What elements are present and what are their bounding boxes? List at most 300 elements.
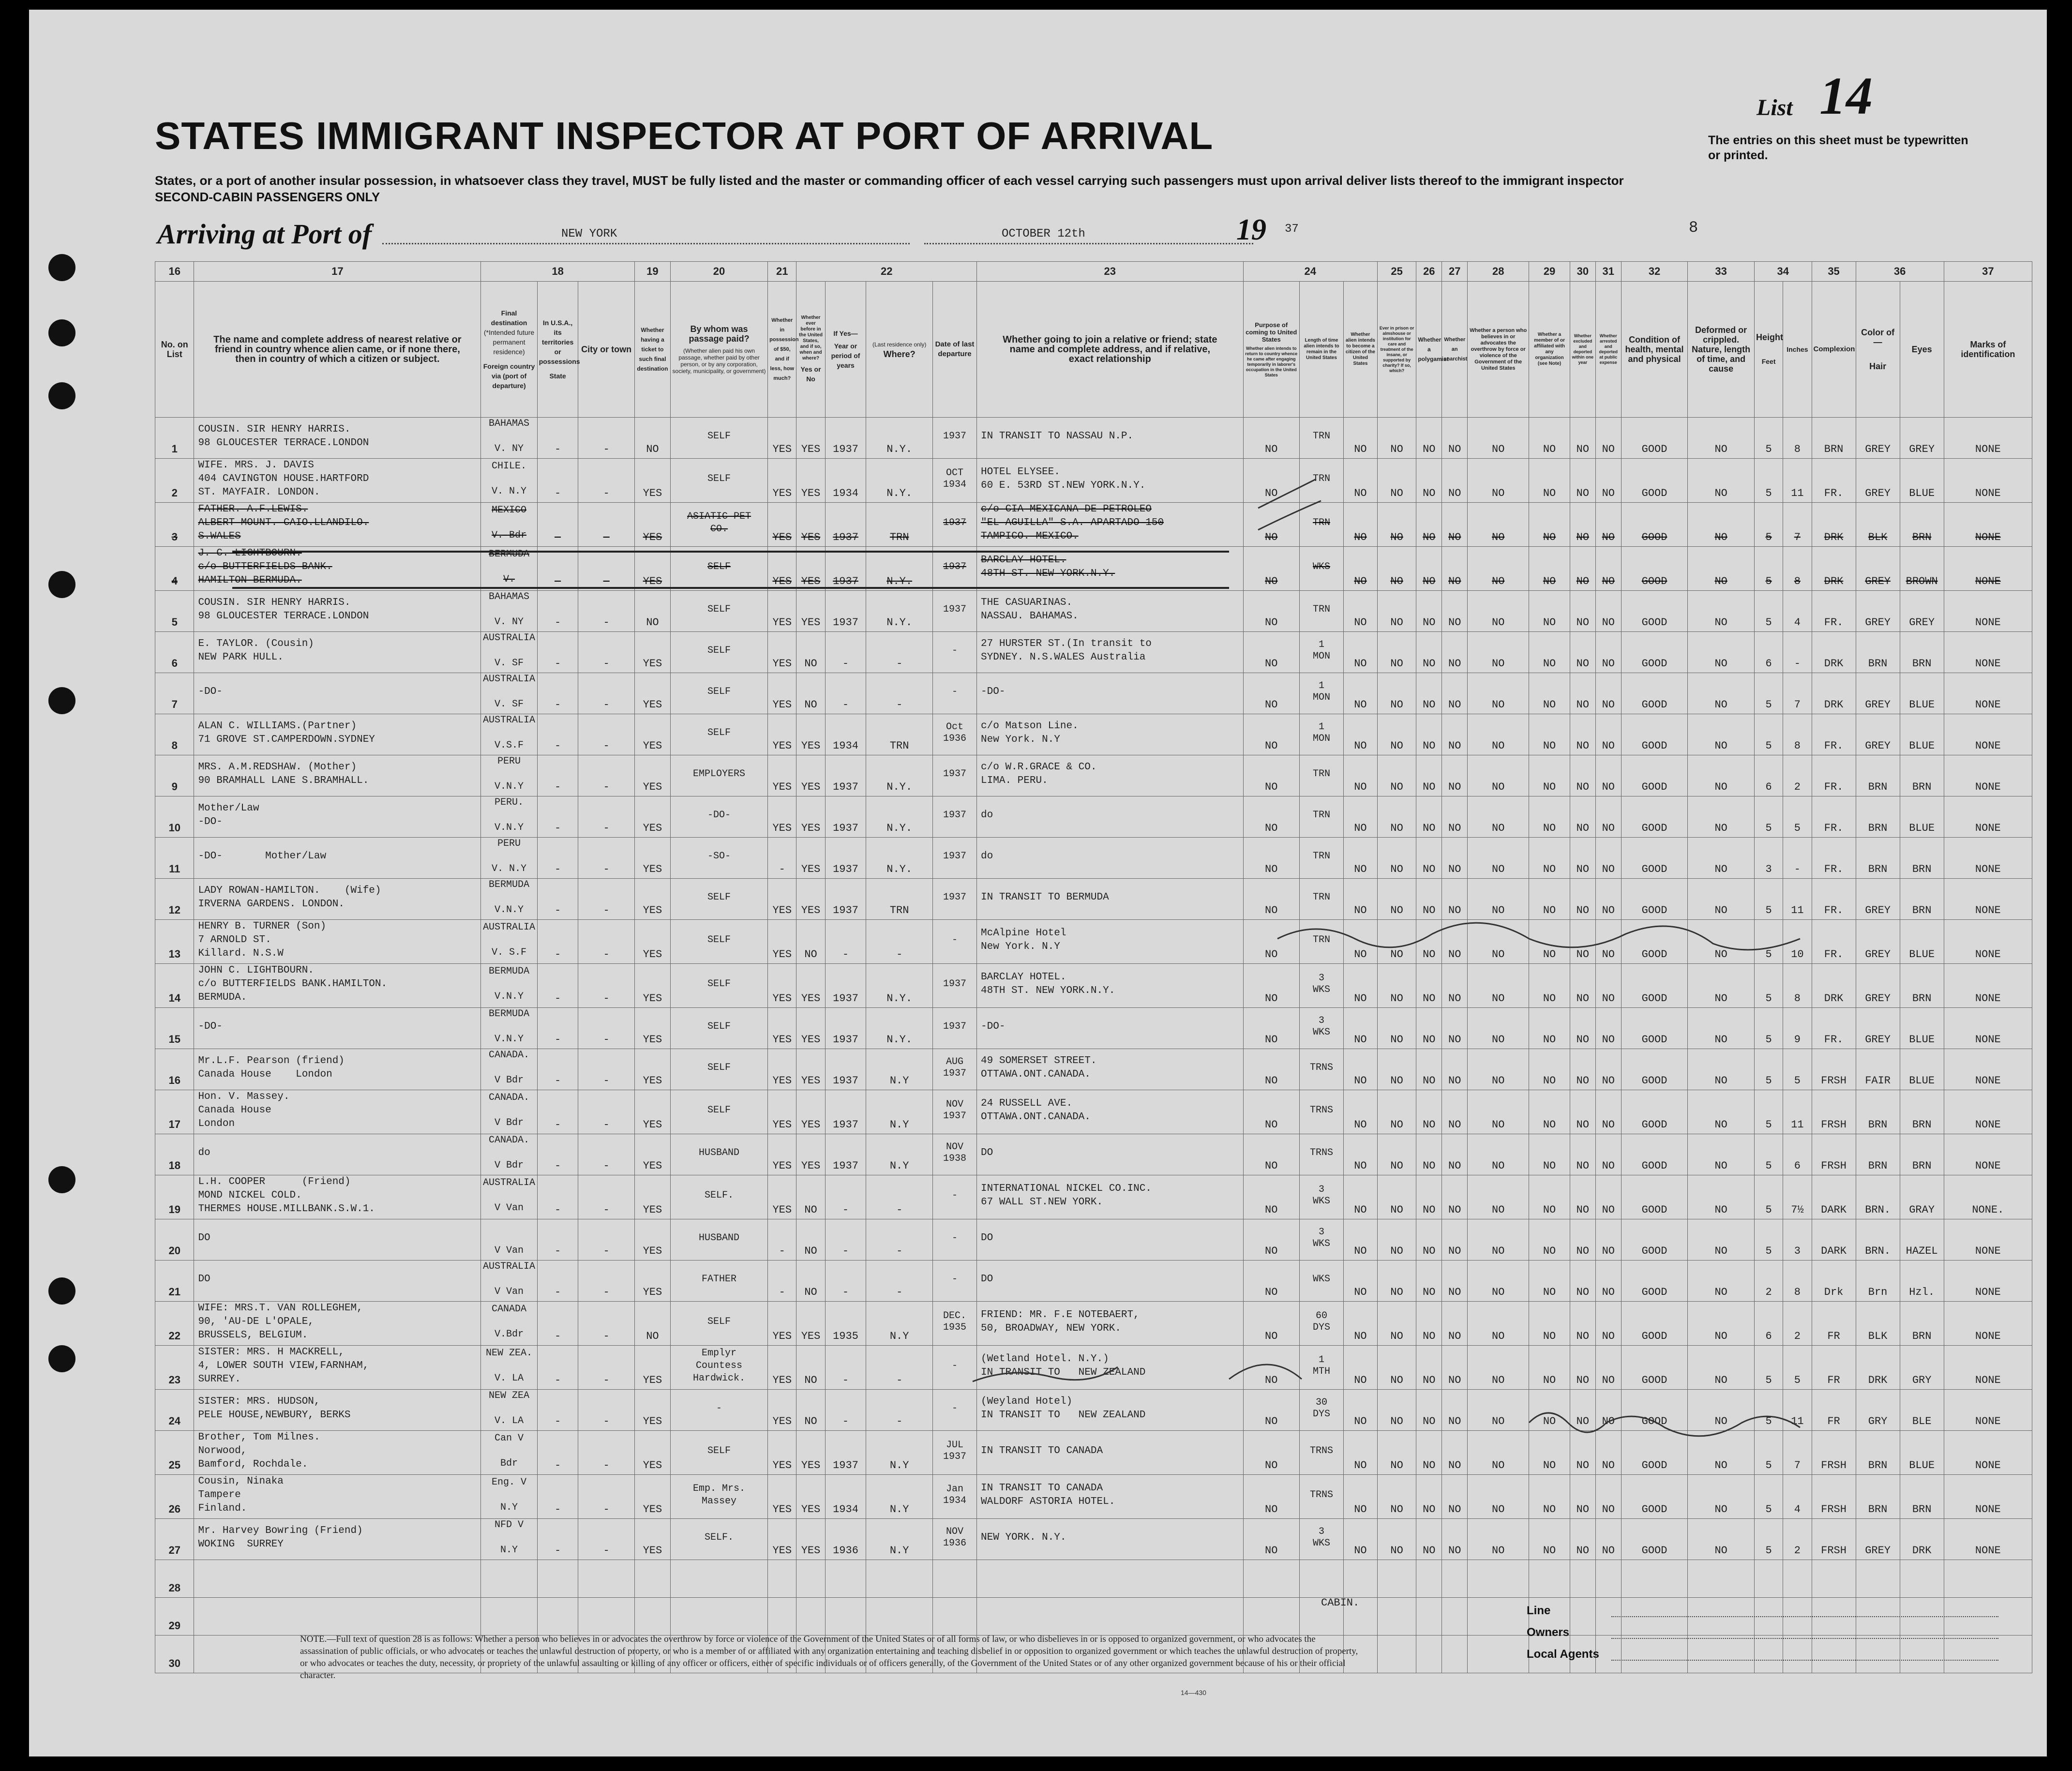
cell-state: - (537, 920, 578, 964)
cell-ticket: NO (634, 1302, 670, 1346)
cell-prison: NO (1377, 1090, 1416, 1134)
cell-departure: 1937 (932, 755, 976, 796)
cell-year: - (825, 1219, 866, 1261)
cell-purpose-citizen: NO (1344, 632, 1378, 673)
cell-money: YES (768, 920, 796, 964)
cell-where: N.Y. (866, 459, 933, 503)
cell-anarchist: NO (1442, 1302, 1468, 1346)
cell-marks: NONE (1944, 503, 2032, 547)
cell-hair: BRN (1856, 1431, 1900, 1475)
cell-polygamist: NO (1416, 714, 1442, 755)
cell-anarchist (1442, 1560, 1468, 1598)
cell-year: 1937 (825, 1049, 866, 1090)
cell-health: GOOD (1621, 591, 1688, 632)
cell-hair: FAIR (1856, 1049, 1900, 1090)
cell-eyes: GREY (1900, 591, 1944, 632)
cell-relative: COUSIN. SIR HENRY HARRIS. 98 GLOUCESTER TERRACE.LONDON (194, 591, 481, 632)
cell-joining: IN TRANSIT TO CANADA (977, 1431, 1243, 1475)
cell-anarchist: NO (1442, 1219, 1468, 1261)
cell-anarchist: NO (1442, 1175, 1468, 1219)
cell-hair: BRN (1856, 796, 1900, 838)
cell-purpose-length: TRN (1299, 838, 1343, 879)
cell-organization: NO (1529, 1090, 1570, 1134)
cell-joining: (Wetland Hotel. N.Y.) IN TRANSIT TO NEW ZEALAND (977, 1346, 1243, 1390)
cell-overthrow: NO (1468, 459, 1529, 503)
cell-organization (1529, 1560, 1570, 1598)
cell-marks: NONE (1944, 1390, 2032, 1431)
cell-polygamist: NO (1416, 1008, 1442, 1049)
date-value: OCTOBER 12th (1002, 227, 1085, 240)
cell-hair: GREY (1856, 459, 1900, 503)
cell-state: - (537, 1346, 578, 1390)
page-title: STATES IMMIGRANT INSPECTOR AT PORT OF ARRIVAL (155, 114, 1214, 157)
cell-money (768, 1560, 796, 1598)
cell-excluded: NO (1570, 1475, 1595, 1519)
cell-ticket: YES (634, 755, 670, 796)
table-row (155, 755, 2032, 796)
sheet-mark: 8 (1689, 219, 1698, 237)
cell-relative: MRS. A.M.REDSHAW. (Mother) 90 BRAMHALL LANE S.BRAMHALL. (194, 755, 481, 796)
colnum: 34 (1754, 262, 1812, 282)
cell-excluded: NO (1570, 632, 1595, 673)
table-row (155, 503, 2032, 547)
cell-purpose-return: NO (1243, 1219, 1299, 1261)
cell-purpose-return (1243, 1560, 1299, 1598)
cell-overthrow: NO (1468, 879, 1529, 920)
cell-purpose-citizen: NO (1344, 879, 1378, 920)
cell-complexion: FR. (1812, 459, 1856, 503)
cell-organization: NO (1529, 755, 1570, 796)
cell-eyes: BLUE (1900, 673, 1944, 714)
cell-health: GOOD (1621, 838, 1688, 879)
header-year-period-label: Year or period of years (831, 342, 860, 369)
header-hair (1856, 282, 1900, 418)
cell-arrested: NO (1595, 632, 1621, 673)
cell-relative: DO (194, 1219, 481, 1261)
cell-prison: NO (1377, 1431, 1416, 1475)
cell-foreign-country: Can V Bdr (481, 1431, 537, 1475)
cell-purpose-citizen: NO (1344, 838, 1378, 879)
cell-no: 2 (155, 459, 194, 503)
cell-passage-paid: SELF. (670, 1519, 767, 1560)
cell-purpose-length: WKS (1299, 547, 1343, 591)
cell-ticket: YES (634, 1134, 670, 1175)
cell-organization: NO (1529, 1175, 1570, 1219)
cell-excluded: NO (1570, 755, 1595, 796)
date-line (924, 243, 1253, 244)
cell-ticket: YES (634, 503, 670, 547)
cell-organization: NO (1529, 1049, 1570, 1090)
header-color-of: Color of— (1861, 328, 1895, 347)
cell-purpose-return: NO (1243, 632, 1299, 673)
cell-no: 13 (155, 920, 194, 964)
cell-feet: 5 (1754, 1475, 1783, 1519)
cell-inches: 3 (1783, 1219, 1812, 1261)
cell-before-yn: NO (796, 1346, 825, 1390)
cell-inches: 2 (1783, 1519, 1812, 1560)
cell-hair: BRN (1856, 1090, 1900, 1134)
cell-eyes: BLUE (1900, 920, 1944, 964)
cell-where: N.Y (866, 1134, 933, 1175)
cell-ticket: NO (634, 591, 670, 632)
header-ever-before-note: (Last residence only) (872, 341, 927, 348)
cell-purpose-return: NO (1243, 1261, 1299, 1302)
cell-organization: NO (1529, 632, 1570, 673)
cell-inches: 7 (1783, 673, 1812, 714)
header-date-departure: Date of last departure (932, 282, 976, 418)
cell-no: 11 (155, 838, 194, 879)
cell-complexion: DARK (1812, 1175, 1856, 1219)
cell-where: N.Y (866, 1302, 933, 1346)
cell-purpose-return: NO (1243, 879, 1299, 920)
cell-relative: ALAN C. WILLIAMS.(Partner) 71 GROVE ST.CAMPERDOWN.SYDNEY (194, 714, 481, 755)
cell-city: - (578, 1475, 634, 1519)
cell-excluded: NO (1570, 1431, 1595, 1475)
cell-marks: NONE (1944, 1049, 2032, 1090)
cell-state (537, 1560, 578, 1598)
header-hair-label: Hair (1869, 361, 1887, 371)
cell-health: GOOD (1621, 418, 1688, 459)
cell-relative: do (194, 1134, 481, 1175)
cell-excluded: NO (1570, 964, 1595, 1008)
cell-purpose-return (1243, 1598, 1299, 1636)
cell-foreign-country: BAHAMAS V. NY (481, 418, 537, 459)
cell-city: - (578, 418, 634, 459)
punch-hole (48, 1166, 75, 1193)
cell-relative: COUSIN. SIR HENRY HARRIS. 98 GLOUCESTER TERRACE.LONDON (194, 418, 481, 459)
cell-departure: DEC. 1935 (932, 1302, 976, 1346)
cell-money: YES (768, 673, 796, 714)
cell-anarchist (1442, 1598, 1468, 1636)
cell-polygamist: NO (1416, 1134, 1442, 1175)
cell-feet (1754, 1560, 1783, 1598)
cell-health: GOOD (1621, 1431, 1688, 1475)
cell-relative: FATHER. A.F.LEWIS. ALBERT MOUNT. CAIO.LLANDILO. S.WALES (194, 503, 481, 547)
table-row (155, 1049, 2032, 1090)
cell-arrested: NO (1595, 838, 1621, 879)
cell-prison: NO (1377, 1049, 1416, 1090)
cell-marks (1944, 1560, 2032, 1598)
cell-overthrow: NO (1468, 1431, 1529, 1475)
cell-purpose-citizen: NO (1344, 1475, 1378, 1519)
colnum: 29 (1529, 262, 1570, 282)
cell-departure: Jan 1934 (932, 1475, 976, 1519)
cell-overthrow: NO (1468, 1390, 1529, 1431)
cell-deformed: NO (1688, 591, 1755, 632)
cell-arrested: NO (1595, 459, 1621, 503)
cell-hair: BRN (1856, 1475, 1900, 1519)
table-row (155, 1134, 2032, 1175)
cell-foreign-country: PERU V.N.Y (481, 755, 537, 796)
cell-where (866, 1560, 933, 1598)
cell-feet: 5 (1754, 1008, 1783, 1049)
colnum: 37 (1944, 262, 2032, 282)
cell-inches: 11 (1783, 1090, 1812, 1134)
cell-health: GOOD (1621, 1302, 1688, 1346)
table-row (155, 1560, 2032, 1598)
cell-feet: 5 (1754, 547, 1783, 591)
cell-city: - (578, 1090, 634, 1134)
cell-state: - (537, 1175, 578, 1219)
cell-purpose-return: NO (1243, 1431, 1299, 1475)
cell-before-yn: YES (796, 503, 825, 547)
cell-arrested: NO (1595, 1302, 1621, 1346)
colnum: 18 (481, 262, 635, 282)
cell-anarchist: NO (1442, 1008, 1468, 1049)
header-anarchist: Whether an anarchist (1442, 282, 1468, 418)
cell-city: - (578, 1134, 634, 1175)
cell-arrested: NO (1595, 755, 1621, 796)
cell-arrested: NO (1595, 1346, 1621, 1390)
cell-relative: HENRY B. TURNER (Son) 7 ARNOLD ST. Killard. N.S.W (194, 920, 481, 964)
cell-polygamist: NO (1416, 547, 1442, 591)
cell-year: - (825, 1175, 866, 1219)
cell-complexion: DRK (1812, 547, 1856, 591)
cell-organization: NO (1529, 1302, 1570, 1346)
table-row (155, 632, 2032, 673)
cell-polygamist: NO (1416, 459, 1442, 503)
cell-arrested: NO (1595, 714, 1621, 755)
cell-prison: NO (1377, 1390, 1416, 1431)
cell-deformed (1688, 1636, 1755, 1673)
header-feet-label: Feet (1761, 358, 1776, 365)
cell-state: - (537, 1219, 578, 1261)
cell-relative: SISTER: MRS. HUDSON, PELE HOUSE,NEWBURY, BERKS (194, 1390, 481, 1431)
cell-inches: 11 (1783, 1390, 1812, 1431)
cell-excluded: NO (1570, 838, 1595, 879)
cell-departure: NOV 1938 (932, 1134, 976, 1175)
cell-feet: 5 (1754, 1175, 1783, 1219)
colnum: 36 (1856, 262, 1944, 282)
cell-eyes: BRN (1900, 1475, 1944, 1519)
cell-anarchist: NO (1442, 964, 1468, 1008)
cell-feet: 5 (1754, 459, 1783, 503)
cell-foreign-country: NFD V N.Y (481, 1519, 537, 1560)
cell-relative: E. TAYLOR. (Cousin) NEW PARK HULL. (194, 632, 481, 673)
cell-joining: NEW YORK. N.Y. (977, 1519, 1243, 1560)
header-joining-relative: Whether going to join a relative or friend; state name and complete address, and if relative, exact relationship (977, 282, 1243, 418)
cell-anarchist: NO (1442, 714, 1468, 755)
cell-money: - (768, 1219, 796, 1261)
header-foreign-country-label: Foreign country via (port of departure) (483, 362, 535, 390)
cell-deformed: NO (1688, 1008, 1755, 1049)
cell-eyes: BLUE (1900, 796, 1944, 838)
cell-prison (1377, 1636, 1416, 1673)
colnum: 24 (1243, 262, 1377, 282)
cell-state: - (537, 796, 578, 838)
cell-marks: NONE (1944, 1346, 2032, 1390)
cell-where: N.Y. (866, 591, 933, 632)
cell-joining: BARCLAY HOTEL. 48TH ST. NEW YORK.N.Y. (977, 547, 1243, 591)
cell-arrested: NO (1595, 673, 1621, 714)
cell-departure: NOV 1937 (932, 1090, 976, 1134)
cell-organization: NO (1529, 1431, 1570, 1475)
cell-prison: NO (1377, 1475, 1416, 1519)
cell-feet: 5 (1754, 673, 1783, 714)
cell-state: - (537, 418, 578, 459)
cell-feet: 5 (1754, 591, 1783, 632)
cell-money: YES (768, 1346, 796, 1390)
cell-ticket: YES (634, 459, 670, 503)
cell-year: 1937 (825, 1134, 866, 1175)
cell-eyes: BLE (1900, 1390, 1944, 1431)
cell-deformed: NO (1688, 1302, 1755, 1346)
table-row (155, 1090, 2032, 1134)
cell-before-yn: NO (796, 1219, 825, 1261)
cell-departure (932, 1560, 976, 1598)
cell-where: TRN (866, 503, 933, 547)
cell-foreign-country: PERU V. N.Y (481, 838, 537, 879)
cell-state: - (537, 964, 578, 1008)
cell-no: 7 (155, 673, 194, 714)
cell-eyes: BRN (1900, 755, 1944, 796)
cell-complexion: FR. (1812, 920, 1856, 964)
cell-no: 16 (155, 1049, 194, 1090)
cell-ticket: YES (634, 920, 670, 964)
cell-money: YES (768, 755, 796, 796)
cell-money: YES (768, 591, 796, 632)
cell-arrested: NO (1595, 1175, 1621, 1219)
cell-marks: NONE (1944, 1008, 2032, 1049)
cell-hair: BRN (1856, 632, 1900, 673)
cell-where: - (866, 1346, 933, 1390)
owners-label: Owners (1527, 1626, 1570, 1639)
cell-feet: 6 (1754, 755, 1783, 796)
header-state-label: State (549, 372, 566, 380)
cell-eyes: GRY (1900, 1346, 1944, 1390)
cell-foreign-country: Eng. V N.Y (481, 1475, 537, 1519)
cell-before-yn: YES (796, 964, 825, 1008)
cell-deformed: NO (1688, 503, 1755, 547)
cabin-label: CABIN. (1321, 1597, 1360, 1609)
cell-before-yn: YES (796, 1008, 825, 1049)
cell-arrested: NO (1595, 591, 1621, 632)
cell-marks: NONE (1944, 1261, 2032, 1302)
punch-hole (48, 1277, 75, 1305)
cell-organization: NO (1529, 879, 1570, 920)
cell-prison: NO (1377, 1261, 1416, 1302)
cell-ticket: YES (634, 1219, 670, 1261)
cell-before-yn: YES (796, 714, 825, 755)
cell-excluded: NO (1570, 503, 1595, 547)
cell-purpose-citizen: NO (1344, 1431, 1378, 1475)
header-possession-50: Whether in possession of $50, and if less, how much? (768, 282, 796, 418)
cell-foreign-country: BAHAMAS V. NY (481, 591, 537, 632)
footer-note: NOTE.—Full text of question 28 is as follows: Whether a person who believes in or advocates the overthrow by force or violence of the Government of the United States or of all forms of law, or who disbelieves in or is opposed to organized government, or who advocates the assassination of public officials, or who advocates or teaches the unlawful destruction of property, or who is a member of or affiliated with any organization entertaining and teaching disbelief in or opposition to organized government or which teaches the unlawful destruction of property, or who advocates or teaches the duty, necessity, or propriety of the unlawful assaulting or killing of any officer or officers, either of specific individuals or of officers generally, of the Government of the United States or of any other organized government because of his or their official character. (300, 1634, 1358, 1681)
cell-purpose-length: 1 MON (1299, 673, 1343, 714)
cell-no: 29 (155, 1598, 194, 1636)
cell-state: - (537, 503, 578, 547)
cell-year: 1937 (825, 879, 866, 920)
cell-passage-paid: SELF (670, 459, 767, 503)
cell-passage-paid: -SO- (670, 838, 767, 879)
cell-foreign-country: BERMUDA V.N.Y (481, 879, 537, 920)
cell-prison: NO (1377, 879, 1416, 920)
cell-ticket: YES (634, 838, 670, 879)
cell-year: - (825, 632, 866, 673)
cell-prison: NO (1377, 1302, 1416, 1346)
cell-purpose-citizen: NO (1344, 920, 1378, 964)
cell-no: 17 (155, 1090, 194, 1134)
cell-year: 1937 (825, 755, 866, 796)
cell-deformed: NO (1688, 1346, 1755, 1390)
cell-polygamist: NO (1416, 796, 1442, 838)
cell-polygamist: NO (1416, 1519, 1442, 1560)
cell-state: - (537, 1519, 578, 1560)
cell-anarchist: NO (1442, 1519, 1468, 1560)
cell-relative: WIFE. MRS. J. DAVIS 404 CAVINGTON HOUSE.HARTFORD ST. MAYFAIR. LONDON. (194, 459, 481, 503)
cell-passage-paid: Emp. Mrs. Massey (670, 1475, 767, 1519)
cell-marks: NONE (1944, 1431, 2032, 1475)
cell-complexion: FRSH (1812, 1049, 1856, 1090)
cell-hair: GREY (1856, 964, 1900, 1008)
cell-anarchist: NO (1442, 1346, 1468, 1390)
cell-polygamist: NO (1416, 838, 1442, 879)
cell-city: - (578, 1346, 634, 1390)
cell-foreign-country: AUSTRALIA V. SF (481, 673, 537, 714)
cell-marks: NONE (1944, 632, 2032, 673)
cell-purpose-citizen: NO (1344, 796, 1378, 838)
header-polygamist: Whether a polygamist (1416, 282, 1442, 418)
punch-hole (48, 319, 75, 346)
table-row (155, 1475, 2032, 1519)
cell-before-yn: NO (796, 1175, 825, 1219)
cell-prison: NO (1377, 1346, 1416, 1390)
cell-joining: BARCLAY HOTEL. 48TH ST. NEW YORK.N.Y. (977, 964, 1243, 1008)
cell-complexion: FR. (1812, 838, 1856, 879)
cell-before-yn: YES (796, 1431, 825, 1475)
cell-organization: NO (1529, 547, 1570, 591)
cell-city: - (578, 632, 634, 673)
cell-passage-paid: SELF (670, 1008, 767, 1049)
cell-before-yn: YES (796, 1049, 825, 1090)
cell-arrested: NO (1595, 964, 1621, 1008)
cell-inches: 8 (1783, 547, 1812, 591)
table-row (155, 1346, 2032, 1390)
cell-joining: HOTEL ELYSEE. 60 E. 53RD ST.NEW YORK.N.Y. (977, 459, 1243, 503)
cell-joining: IN TRANSIT TO CANADA WALDORF ASTORIA HOTEL. (977, 1475, 1243, 1519)
cell-excluded: NO (1570, 714, 1595, 755)
cell-joining: do (977, 838, 1243, 879)
cell-excluded: NO (1570, 1175, 1595, 1219)
cell-no: 25 (155, 1431, 194, 1475)
header-if-yes: If Yes— (833, 330, 858, 337)
cell-no: 19 (155, 1175, 194, 1219)
cell-passage-paid: EMPLOYERS (670, 755, 767, 796)
cell-organization: NO (1529, 418, 1570, 459)
cell-year: 1937 (825, 796, 866, 838)
cell-complexion: FRSH (1812, 1431, 1856, 1475)
cell-overthrow (1468, 1560, 1529, 1598)
colnum: 19 (634, 262, 670, 282)
cell-year: 1936 (825, 1519, 866, 1560)
cell-deformed: NO (1688, 632, 1755, 673)
table-row (155, 964, 2032, 1008)
cell-overthrow: NO (1468, 920, 1529, 964)
cell-health: GOOD (1621, 755, 1688, 796)
header-complexion: Complexion (1812, 282, 1856, 418)
cell-where: N.Y. (866, 547, 933, 591)
cell-departure: - (932, 673, 976, 714)
cell-marks: NONE (1944, 1090, 2032, 1134)
cell-city: - (578, 1261, 634, 1302)
cell-polygamist: NO (1416, 1346, 1442, 1390)
cell-overthrow: NO (1468, 673, 1529, 714)
cell-polygamist: NO (1416, 1175, 1442, 1219)
cell-polygamist: NO (1416, 418, 1442, 459)
punch-hole (48, 254, 75, 281)
cell-deformed (1688, 1560, 1755, 1598)
